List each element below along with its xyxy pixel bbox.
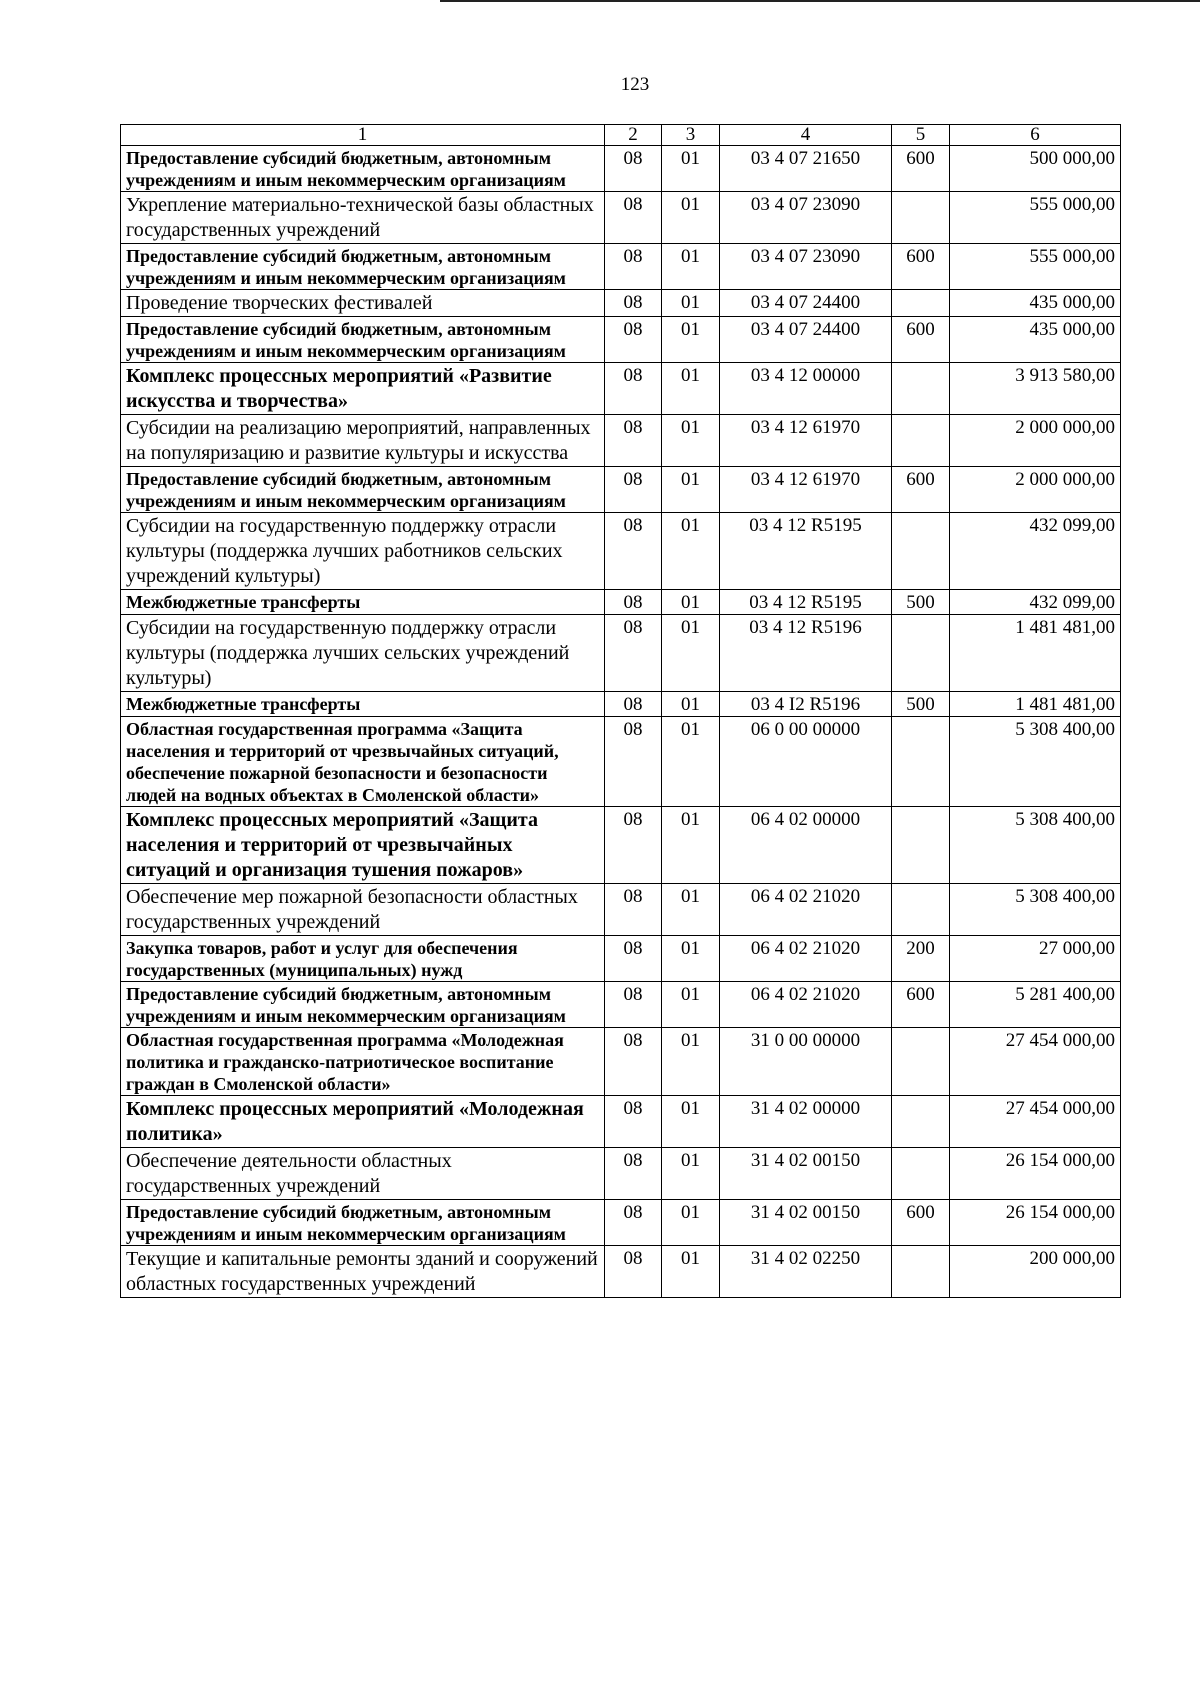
row-name-cell: Укрепление материально-технической базы областных государственных учреждений — [121, 192, 605, 244]
row-expense-type-cell — [892, 1096, 950, 1148]
row-name-cell: Закупка товаров, работ и услуг для обеспечения государственных (муниципальных) нужд — [121, 936, 605, 982]
row-section-cell: 08 — [605, 363, 662, 415]
row-subsection-cell: 01 — [662, 415, 720, 467]
row-expense-type-cell — [892, 415, 950, 467]
table-row — [121, 363, 1121, 415]
row-expense-type-cell: 500 — [892, 590, 950, 615]
row-amount-cell: 5 308 400,00 — [950, 884, 1121, 936]
row-amount-cell: 3 913 580,00 — [950, 363, 1121, 415]
row-name-cell: Предоставление субсидий бюджетным, автономным учреждениям и иным некоммерческим организациям — [121, 244, 605, 290]
table-row — [121, 884, 1121, 936]
row-section-cell: 08 — [605, 513, 662, 590]
row-expense-type-cell: 600 — [892, 1200, 950, 1246]
row-target-article-cell: 31 4 02 02250 — [720, 1246, 892, 1298]
row-section-cell: 08 — [605, 415, 662, 467]
row-amount-cell: 26 154 000,00 — [950, 1148, 1121, 1200]
row-expense-type-cell — [892, 615, 950, 692]
row-subsection-cell: 01 — [662, 884, 720, 936]
budget-table — [120, 124, 1121, 1298]
row-name-cell: Предоставление субсидий бюджетным, автономным учреждениям и иным некоммерческим организациям — [121, 146, 605, 192]
row-expense-type-cell: 200 — [892, 936, 950, 982]
row-amount-cell: 555 000,00 — [950, 244, 1121, 290]
table-row — [121, 244, 1121, 290]
header-col-6: 6 — [950, 125, 1121, 146]
row-target-article-cell: 03 4 12 R5195 — [720, 590, 892, 615]
row-subsection-cell: 01 — [662, 1028, 720, 1096]
row-subsection-cell: 01 — [662, 244, 720, 290]
row-target-article-cell: 03 4 12 R5196 — [720, 615, 892, 692]
row-section-cell: 08 — [605, 1096, 662, 1148]
header-col-5: 5 — [892, 125, 950, 146]
table-body — [121, 146, 1121, 1298]
table-header-row — [121, 125, 1121, 146]
row-expense-type-cell — [892, 884, 950, 936]
row-section-cell: 08 — [605, 717, 662, 807]
row-amount-cell: 432 099,00 — [950, 513, 1121, 590]
row-subsection-cell: 01 — [662, 192, 720, 244]
table-row — [121, 415, 1121, 467]
row-amount-cell: 27 454 000,00 — [950, 1028, 1121, 1096]
row-subsection-cell: 01 — [662, 982, 720, 1028]
row-section-cell: 08 — [605, 192, 662, 244]
row-subsection-cell: 01 — [662, 1200, 720, 1246]
table-row — [121, 317, 1121, 363]
row-amount-cell: 27 000,00 — [950, 936, 1121, 982]
row-expense-type-cell — [892, 1028, 950, 1096]
row-target-article-cell: 03 4 12 R5195 — [720, 513, 892, 590]
row-amount-cell: 432 099,00 — [950, 590, 1121, 615]
row-target-article-cell: 03 4 I2 R5196 — [720, 692, 892, 717]
row-amount-cell: 5 281 400,00 — [950, 982, 1121, 1028]
row-amount-cell: 5 308 400,00 — [950, 807, 1121, 884]
row-amount-cell: 27 454 000,00 — [950, 1096, 1121, 1148]
row-name-cell: Предоставление субсидий бюджетным, автономным учреждениям и иным некоммерческим организациям — [121, 982, 605, 1028]
row-target-article-cell: 06 4 02 21020 — [720, 936, 892, 982]
table-row — [121, 290, 1121, 317]
row-section-cell: 08 — [605, 692, 662, 717]
row-expense-type-cell: 600 — [892, 146, 950, 192]
row-section-cell: 08 — [605, 317, 662, 363]
row-expense-type-cell — [892, 363, 950, 415]
row-expense-type-cell: 600 — [892, 317, 950, 363]
row-section-cell: 08 — [605, 1028, 662, 1096]
row-target-article-cell: 06 4 02 21020 — [720, 982, 892, 1028]
row-target-article-cell: 31 4 02 00150 — [720, 1148, 892, 1200]
table-row — [121, 1246, 1121, 1298]
row-amount-cell: 500 000,00 — [950, 146, 1121, 192]
row-name-cell: Межбюджетные трансферты — [121, 590, 605, 615]
row-name-cell: Областная государственная программа «Защита населения и территорий от чрезвычайных ситуаций, обеспечение пожарной безопасности и безопасности людей на водных объектах в Смоленской области» — [121, 717, 605, 807]
table-row — [121, 692, 1121, 717]
row-target-article-cell: 03 4 07 23090 — [720, 192, 892, 244]
row-section-cell: 08 — [605, 244, 662, 290]
table-row — [121, 146, 1121, 192]
row-expense-type-cell — [892, 717, 950, 807]
row-subsection-cell: 01 — [662, 692, 720, 717]
row-section-cell: 08 — [605, 1200, 662, 1246]
page-number: 123 — [620, 74, 650, 95]
row-target-article-cell: 03 4 12 00000 — [720, 363, 892, 415]
row-target-article-cell: 03 4 07 24400 — [720, 317, 892, 363]
table-row — [121, 1096, 1121, 1148]
row-subsection-cell: 01 — [662, 807, 720, 884]
row-target-article-cell: 06 4 02 21020 — [720, 884, 892, 936]
table-row — [121, 1200, 1121, 1246]
row-amount-cell: 555 000,00 — [950, 192, 1121, 244]
row-target-article-cell: 31 0 00 00000 — [720, 1028, 892, 1096]
header-col-2: 2 — [605, 125, 662, 146]
table-row — [121, 467, 1121, 513]
row-amount-cell: 1 481 481,00 — [950, 692, 1121, 717]
table-row — [121, 513, 1121, 590]
row-expense-type-cell — [892, 1246, 950, 1298]
row-section-cell: 08 — [605, 590, 662, 615]
row-target-article-cell: 31 4 02 00000 — [720, 1096, 892, 1148]
row-expense-type-cell — [892, 290, 950, 317]
row-target-article-cell: 03 4 07 23090 — [720, 244, 892, 290]
row-section-cell: 08 — [605, 290, 662, 317]
row-amount-cell: 26 154 000,00 — [950, 1200, 1121, 1246]
row-name-cell: Предоставление субсидий бюджетным, автономным учреждениям и иным некоммерческим организациям — [121, 317, 605, 363]
row-name-cell: Комплекс процессных мероприятий «Развитие искусства и творчества» — [121, 363, 605, 415]
header-col-3: 3 — [662, 125, 720, 146]
row-section-cell: 08 — [605, 982, 662, 1028]
row-amount-cell: 200 000,00 — [950, 1246, 1121, 1298]
row-subsection-cell: 01 — [662, 513, 720, 590]
row-expense-type-cell — [892, 807, 950, 884]
row-name-cell: Текущие и капитальные ремонты зданий и сооружений областных государственных учреждений — [121, 1246, 605, 1298]
row-subsection-cell: 01 — [662, 1148, 720, 1200]
row-amount-cell: 435 000,00 — [950, 317, 1121, 363]
row-subsection-cell: 01 — [662, 615, 720, 692]
row-subsection-cell: 01 — [662, 590, 720, 615]
row-section-cell: 08 — [605, 467, 662, 513]
row-expense-type-cell — [892, 192, 950, 244]
row-subsection-cell: 01 — [662, 467, 720, 513]
row-target-article-cell: 03 4 07 24400 — [720, 290, 892, 317]
row-name-cell: Субсидии на реализацию мероприятий, направленных на популяризацию и развитие культуры и искусства — [121, 415, 605, 467]
row-name-cell: Межбюджетные трансферты — [121, 692, 605, 717]
row-section-cell: 08 — [605, 807, 662, 884]
scan-top-rule — [440, 0, 1200, 2]
row-expense-type-cell — [892, 1148, 950, 1200]
row-name-cell: Комплекс процессных мероприятий «Молодежная политика» — [121, 1096, 605, 1148]
row-expense-type-cell: 600 — [892, 467, 950, 513]
row-name-cell: Обеспечение деятельности областных государственных учреждений — [121, 1148, 605, 1200]
table-row — [121, 192, 1121, 244]
row-name-cell: Субсидии на государственную поддержку отрасли культуры (поддержка лучших работников сельских учреждений культуры) — [121, 513, 605, 590]
table-row — [121, 717, 1121, 807]
row-amount-cell: 2 000 000,00 — [950, 415, 1121, 467]
row-target-article-cell: 03 4 12 61970 — [720, 467, 892, 513]
row-section-cell: 08 — [605, 936, 662, 982]
row-target-article-cell: 03 4 12 61970 — [720, 415, 892, 467]
table-row — [121, 615, 1121, 692]
row-subsection-cell: 01 — [662, 363, 720, 415]
row-name-cell: Субсидии на государственную поддержку отрасли культуры (поддержка лучших сельских учреждений культуры) — [121, 615, 605, 692]
header-col-1: 1 — [121, 125, 605, 146]
row-section-cell: 08 — [605, 884, 662, 936]
table-row — [121, 936, 1121, 982]
table-row — [121, 1148, 1121, 1200]
row-expense-type-cell: 600 — [892, 982, 950, 1028]
row-name-cell: Комплекс процессных мероприятий «Защита населения и территорий от чрезвычайных ситуаций и организация тушения пожаров» — [121, 807, 605, 884]
row-subsection-cell: 01 — [662, 936, 720, 982]
row-name-cell: Предоставление субсидий бюджетным, автономным учреждениям и иным некоммерческим организациям — [121, 467, 605, 513]
row-section-cell: 08 — [605, 1148, 662, 1200]
row-target-article-cell: 06 4 02 00000 — [720, 807, 892, 884]
row-expense-type-cell: 500 — [892, 692, 950, 717]
table-row — [121, 590, 1121, 615]
row-name-cell: Областная государственная программа «Молодежная политика и гражданско-патриотическое воспитание граждан в Смоленской области» — [121, 1028, 605, 1096]
row-subsection-cell: 01 — [662, 290, 720, 317]
row-amount-cell: 435 000,00 — [950, 290, 1121, 317]
row-name-cell: Предоставление субсидий бюджетным, автономным учреждениям и иным некоммерческим организациям — [121, 1200, 605, 1246]
row-name-cell: Проведение творческих фестивалей — [121, 290, 605, 317]
header-col-4: 4 — [720, 125, 892, 146]
table-row — [121, 807, 1121, 884]
row-target-article-cell: 31 4 02 00150 — [720, 1200, 892, 1246]
row-expense-type-cell: 600 — [892, 244, 950, 290]
row-subsection-cell: 01 — [662, 1096, 720, 1148]
row-name-cell: Обеспечение мер пожарной безопасности областных государственных учреждений — [121, 884, 605, 936]
row-subsection-cell: 01 — [662, 1246, 720, 1298]
row-target-article-cell: 03 4 07 21650 — [720, 146, 892, 192]
row-subsection-cell: 01 — [662, 146, 720, 192]
row-amount-cell: 1 481 481,00 — [950, 615, 1121, 692]
row-expense-type-cell — [892, 513, 950, 590]
row-section-cell: 08 — [605, 1246, 662, 1298]
row-subsection-cell: 01 — [662, 717, 720, 807]
row-target-article-cell: 06 0 00 00000 — [720, 717, 892, 807]
row-amount-cell: 5 308 400,00 — [950, 717, 1121, 807]
row-amount-cell: 2 000 000,00 — [950, 467, 1121, 513]
row-subsection-cell: 01 — [662, 317, 720, 363]
table-row — [121, 1028, 1121, 1096]
table-row — [121, 982, 1121, 1028]
row-section-cell: 08 — [605, 146, 662, 192]
row-section-cell: 08 — [605, 615, 662, 692]
